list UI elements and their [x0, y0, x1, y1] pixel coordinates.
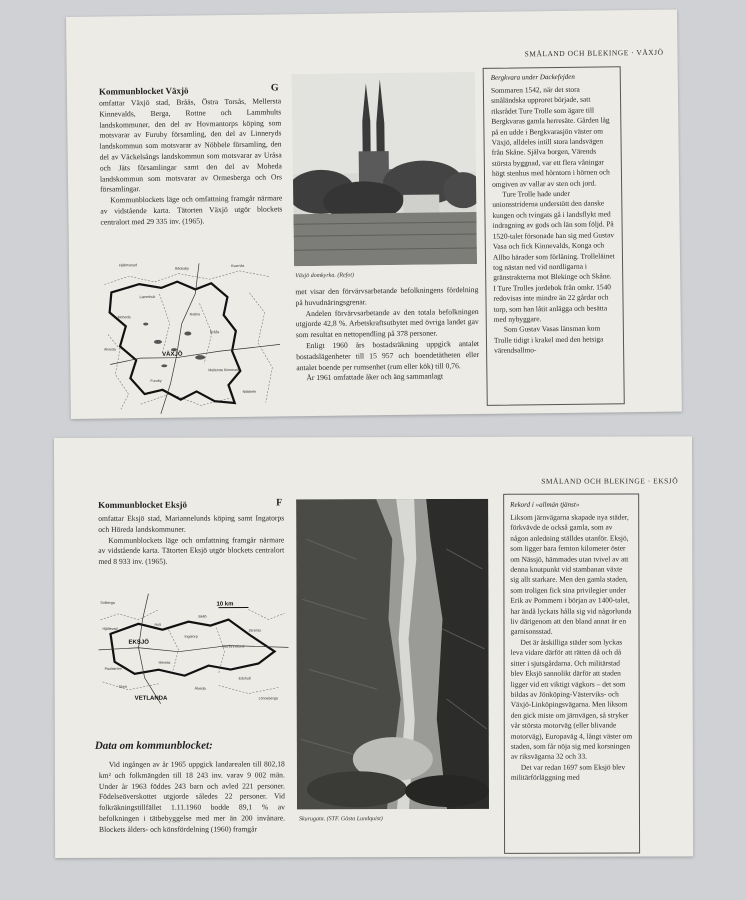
- scale-label: 10 km: [216, 601, 234, 608]
- map-place: Moheda: [117, 315, 131, 320]
- cathedral-photo: [292, 72, 477, 266]
- location-paragraph: Kommunblockets läge och omfattning framgår närmare av vidstående karta. Tätorten Växjö utgör blockets centralort med 29 335 inv. (1965).: [100, 193, 283, 227]
- kommunblock-map: [99, 252, 287, 414]
- map-place: Bråås: [209, 330, 220, 335]
- sidebar-paragraph: Det var redan 1697 som Eksjö blev militärförläggning med: [510, 762, 626, 782]
- map-place: Solberga: [100, 600, 115, 605]
- map-place: Höreda: [158, 660, 171, 665]
- kommunblock-boundary: [109, 281, 240, 405]
- map-place: Mellersta Kinnevald: [208, 367, 240, 373]
- intro-column: [99, 96, 283, 228]
- map-place: Lammhult: [139, 294, 156, 300]
- sidebar-paragraph: Liksom järnvägarna skapade nya städer, förkvävde de också gamla, som av någon anledning ställdes utanför. Eksjö, som ligger bara femton kilometer öster om Nässjö, hämmades utan tvivel av att denna knutpunkt vid stambanan växte sig allt starkare. Men den gamla staden, som troligen fick sina privilegier under Erik av Pommern i början av 1400-talet, har ändå lyckats hålla sig vid någorlunda liv därigenom att den bland annat är en garnisonsstad.: [510, 512, 632, 637]
- sidebar-text: [510, 512, 633, 783]
- block-letter: F: [276, 497, 283, 509]
- sidebar-paragraph: Ture Trolle hade under unionsstriderna understött den danske kungen och tvingats gå i landsflykt med indragning av gods och län som följd. På 1520-talet försonade han sig med Gustav Vasa och fick Kinnevalds, Konga och Allbo härader som förläning. Trolleläinet tog nästan ned vid nordligarna i gränstrakterna mot Blekinge och Skåne. I Ture Trolles jordebok från omkr. 1540 redovisas inte mindre än 22 gårdar och torp, som han låtit anlägga och besätta med nybyggare.: [492, 188, 615, 324]
- block-title: Kommunblocket Växjö: [98, 85, 189, 97]
- intro-paragraph: omfattar Växjö stad, Bråås, Östra Torsås, Mellersta Kinnevalds, Berga, Rottne och Lammhults landskommuner, den del av Hovmantorps köping som motsvarar av Furuby församling, den del av Linneryds landskommun som motsvarar av Nöbbele församling, den del av Väckelsångs landskommun som motsvarar av Uråsa och Jäts församlingar samt den del av Moheda landskommun som motsvarar av Ormesberga och Ors församlingar.: [98, 96, 283, 194]
- body-paragraph: Enligt 1960 års bostadsräkning uppgick antalet bostadslägenheter till 15 957 och boendetätheten eller antalet boende per rumsenhet (rum eller kök) till 0,76.: [296, 338, 480, 372]
- map-place: Kvarnäs: [231, 263, 245, 269]
- map-place-central: VÄXJÖ: [162, 351, 183, 358]
- running-header: SMÅLAND OCH BLEKINGE · VÄXJÖ: [524, 47, 664, 59]
- running-header: SMÅLAND OCH BLEKINGE · EKSJÖ: [541, 476, 679, 486]
- map-place: Furuby: [150, 378, 162, 383]
- kommunblock-map: [98, 589, 288, 707]
- map-place: Pauliström: [104, 666, 122, 671]
- map-place: Ålseda: [194, 686, 206, 691]
- map-place: Skirö: [118, 684, 127, 689]
- ravine-photo: [296, 499, 489, 810]
- map-place: Järsnäs: [248, 628, 262, 633]
- body-paragraph: met visar den förvärvsarbetande befolkningens fördelning på huvudnäringsgrenar.: [295, 284, 479, 308]
- page-eksjo: [54, 436, 693, 858]
- map-place: Ingatorp: [184, 634, 198, 639]
- sidebar-paragraph: Som Gustav Vasas länsman kom Trolle tidigt i krakel med den hetsiga värendsallmo-: [493, 323, 604, 355]
- map-place: VETLANDA: [134, 695, 168, 702]
- body-paragraph: År 1961 omfattade åker och äng sammanlagt: [306, 371, 444, 383]
- intro-column: [98, 513, 284, 567]
- sidebar-text: [491, 84, 616, 356]
- body-paragraph: Andelen förvärvsarbetande av den totala befolkningen utgjorde 42,8 %. Arbetskraftsutbytet med övriga landet gav som resultat en nettopendling på 378 personer.: [295, 306, 479, 340]
- map-place: Mariannelund: [222, 644, 245, 649]
- sidebar-paragraph: Sommaren 1542, när det stora småländska upproret började, satt riksrådet Ture Trolle som ägare till Bergkvaras gamla herresäte. Gården låg på en udde i Bergkvarasjön väster om Växjö, alldeles intill stora landsvägen från Skåne. Själva borgen, Värends största byggnad, var ett flera våningar högt stenhus med hörntorn i hörnen och omgiven av vallar av sten och jord.: [490, 84, 610, 189]
- block-letter: G: [270, 82, 279, 94]
- photo-caption: Växjö domkyrka. (Refot): [295, 272, 355, 280]
- data-column: [99, 759, 285, 835]
- map-place: Edshult: [238, 676, 251, 681]
- map-place: Alvesta: [104, 347, 116, 352]
- intro-paragraph: omfattar Eksjö stad, Mariannelunds köping samt Ingatorps och Höreda landskommuner.: [98, 513, 285, 534]
- sidebar-title: Rekord i »allmän tjänst»: [510, 500, 580, 509]
- data-heading: Data om kommunblocket:: [94, 739, 213, 752]
- photo-caption: Skurugata. (STF. Gösta Lundquist): [298, 816, 383, 823]
- map-place: Hult: [154, 622, 161, 627]
- map-place: Hjälmseryd: [119, 263, 138, 268]
- map-place: Rottne: [189, 312, 201, 317]
- body-column: [295, 285, 479, 384]
- map-place: Hjältevad: [102, 626, 118, 631]
- sidebar-title: Bergkvara under Dackefejden: [490, 72, 575, 82]
- page-vaxjo: [66, 10, 682, 419]
- map-place: Lönneberga: [258, 696, 278, 701]
- map-place: Bellö: [198, 614, 207, 619]
- map-place: Bäckaby: [175, 266, 189, 271]
- map-place-central: EKSJÖ: [128, 639, 149, 646]
- sidebar-paragraph: Det är åtskilliga städer som lyckas leva vidare därför att rätten då och då sitter i sjutsgårdarna. Och militärstad blev Eksjö sannolikt därför att staden ligger vid ett viktigt vägkors – det som bildas av Jönköping-Västerviks- och Växjö-Linköpingsvägarna. Men liksom den gick miste om järnvägen, så stryker vår största motorväg (eller blivande motorväg), Europaväg 4, långt väster om staden, som får nöja sig med korsningen av riksvägarna 32 och 33.: [510, 637, 633, 762]
- data-paragraph: Vid ingången av år 1965 uppgick landarealen till 802,18 km² och folkmängden till 18 243 inv. varav 9 002 män. Under år 1963 föddes 243 barn och avled 221 personer. Födelseöverskottet utgjorde således 22 personer. Vid folkräkningstillfället 1.11.1960 bodde 89,1 % av befolkningen i tätbebyggelse med mer än 200 invånare. Blockets ålders- och könsfördelning (1960) framgår: [98, 759, 286, 834]
- block-title: Kommunblocket Eksjö: [98, 499, 187, 510]
- location-paragraph: Kommunblockets läge och omfattning framgår närmare av vidstående karta. Tätorten Eksjö utgör blockets centralort med 8 933 inv. (1965).: [98, 534, 285, 567]
- map-place: Nöbbele: [242, 389, 257, 394]
